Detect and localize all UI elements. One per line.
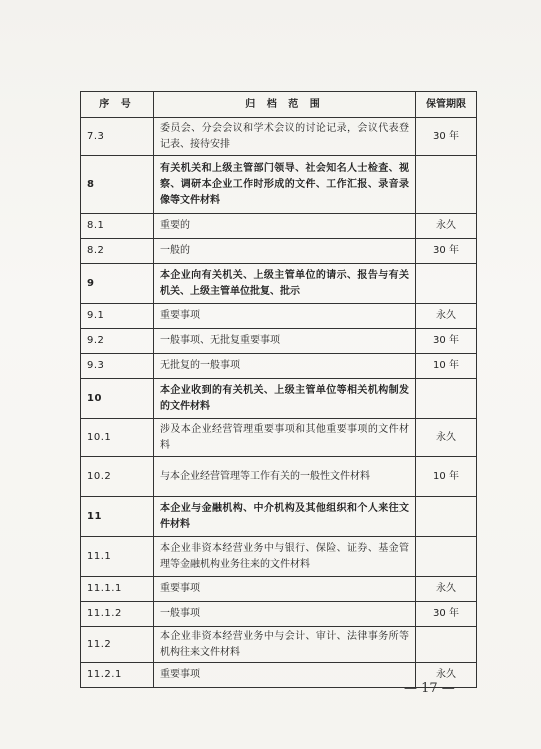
- row-number: 9.1: [81, 304, 154, 329]
- table-row: [81, 329, 477, 354]
- row-period: [416, 264, 477, 304]
- row-scope: 本企业非资本经营业务中与银行、保险、证券、基金管理等金融机构业务往来的文件材料: [154, 537, 416, 577]
- table-row: [81, 156, 477, 214]
- row-number: 10.2: [81, 457, 154, 497]
- row-scope: 本企业向有关机关、上级主管单位的请示、报告与有关机关、上级主管单位批复、批示: [154, 264, 416, 304]
- row-number: 11.2.1: [81, 663, 154, 688]
- table-row: [81, 537, 477, 577]
- row-scope: 重要事项: [154, 663, 416, 688]
- row-scope: 涉及本企业经营管理重要事项和其他重要事项的文件材料: [154, 419, 416, 457]
- page-number: — 17 —: [404, 681, 455, 696]
- archive-retention-table: [80, 91, 477, 688]
- row-scope: 一般的: [154, 239, 416, 264]
- row-period: 永久: [416, 419, 477, 457]
- header-archive-scope: 归 档 范 围: [154, 92, 416, 118]
- row-scope: 无批复的一般事项: [154, 354, 416, 379]
- table-row: [81, 419, 477, 457]
- row-number: 9: [81, 264, 154, 304]
- row-number: 11.1: [81, 537, 154, 577]
- table-row: [81, 118, 477, 156]
- table-row: [81, 379, 477, 419]
- row-period: [416, 156, 477, 214]
- row-period: 10 年: [416, 354, 477, 379]
- row-period: 30 年: [416, 602, 477, 627]
- row-period: 10 年: [416, 457, 477, 497]
- row-number: 8.2: [81, 239, 154, 264]
- row-scope: 一般事项、无批复重要事项: [154, 329, 416, 354]
- row-period: [416, 627, 477, 663]
- row-number: 11.2: [81, 627, 154, 663]
- row-number: 8: [81, 156, 154, 214]
- row-scope: 重要事项: [154, 304, 416, 329]
- table-row: [81, 214, 477, 239]
- row-number: 10.1: [81, 419, 154, 457]
- table-row: [81, 602, 477, 627]
- row-period: 永久: [416, 214, 477, 239]
- row-scope: 一般事项: [154, 602, 416, 627]
- row-period: [416, 497, 477, 537]
- row-scope: 本企业收到的有关机关、上级主管单位等相关机构制发的文件材料: [154, 379, 416, 419]
- table-row: [81, 577, 477, 602]
- row-number: 10: [81, 379, 154, 419]
- row-scope: 重要事项: [154, 577, 416, 602]
- row-number: 11.1.1: [81, 577, 154, 602]
- table-header-row: [81, 92, 477, 118]
- row-number: 9.3: [81, 354, 154, 379]
- row-scope: 与本企业经营管理等工作有关的一般性文件材料: [154, 457, 416, 497]
- row-scope: 委员会、分会会议和学术会议的讨论记录，会议代表登记表、接待安排: [154, 118, 416, 156]
- row-number: 8.1: [81, 214, 154, 239]
- header-retention-period: 保管期限: [416, 92, 477, 118]
- row-number: 7.3: [81, 118, 154, 156]
- row-period: 30 年: [416, 329, 477, 354]
- row-scope: 有关机关和上级主管部门领导、社会知名人士检查、视察、调研本企业工作时形成的文件、工作汇报、录音录像等文件材料: [154, 156, 416, 214]
- table-row: [81, 354, 477, 379]
- table-row: [81, 264, 477, 304]
- table-row: [81, 239, 477, 264]
- row-period: [416, 379, 477, 419]
- table-row: [81, 304, 477, 329]
- row-period: 30 年: [416, 239, 477, 264]
- header-serial-number: 序 号: [81, 92, 154, 118]
- row-period: [416, 537, 477, 577]
- row-period: 30 年: [416, 118, 477, 156]
- row-number: 11: [81, 497, 154, 537]
- row-number: 9.2: [81, 329, 154, 354]
- table-row: [81, 457, 477, 497]
- row-number: 11.1.2: [81, 602, 154, 627]
- row-period: 永久: [416, 304, 477, 329]
- row-scope: 本企业非资本经营业务中与会计、审计、法律事务所等机构往来文件材料: [154, 627, 416, 663]
- table-row: [81, 497, 477, 537]
- row-period: 永久: [416, 663, 477, 688]
- row-period: 永久: [416, 577, 477, 602]
- table-row: [81, 627, 477, 663]
- row-scope: 重要的: [154, 214, 416, 239]
- row-scope: 本企业与金融机构、中介机构及其他组织和个人来往文件材料: [154, 497, 416, 537]
